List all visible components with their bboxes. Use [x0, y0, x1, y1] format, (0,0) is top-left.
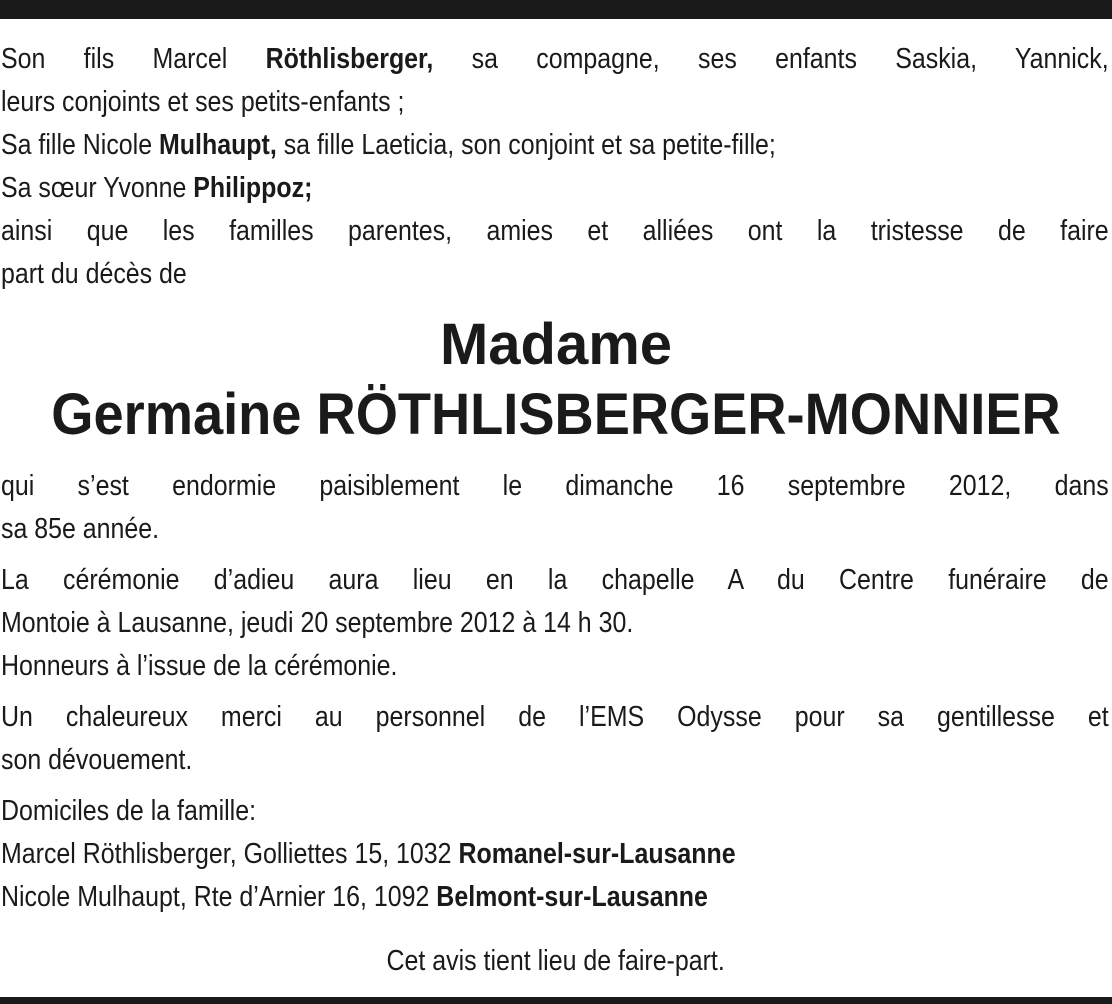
domicile-town-1: Romanel-sur-Lausanne	[458, 838, 736, 870]
intro-line-4-text: Sa sœur Yvonne	[1, 172, 194, 204]
intro-line-3-text: Sa fille Nicole	[1, 129, 160, 161]
intro-line-1	[1, 38, 1109, 81]
family-announcement	[1, 38, 1109, 296]
intro-line-4	[1, 167, 1109, 210]
domicile-address-1	[1, 833, 1109, 876]
intro-line-3-rest: sa fille Laeticia, son conjoint et sa petite-fille;	[276, 129, 776, 161]
domicile-address-1-text: Marcel Röthlisberger, Golliettes 15, 1032	[1, 838, 459, 870]
intro-line-6: part du décès de	[1, 258, 187, 290]
deceased-name: Germaine RÖTHLISBERGER-MONNIER	[51, 382, 1061, 447]
surname-philippoz: Philippoz;	[193, 172, 313, 204]
domiciles-heading: Domiciles de la famille:	[1, 795, 257, 827]
ceremony-line-1: La cérémonie d’adieu aura lieu en la chapelle A du Centre funéraire de	[1, 564, 1109, 596]
domicile-address-2-text: Nicole Mulhaupt, Rte d’Arnier 16, 1092	[1, 881, 437, 913]
domicile-address-2	[1, 876, 1109, 919]
footer-note	[0, 940, 1112, 983]
bottom-rule	[0, 997, 1112, 1004]
domiciles-paragraph	[1, 790, 1109, 919]
intro-line-3	[1, 124, 1109, 167]
domicile-town-2: Belmont-sur-Lausanne	[436, 881, 708, 913]
thanks-line-1: Un chaleureux merci au personnel de l’EMS Odysse pour sa gentillesse et	[1, 701, 1109, 733]
ceremony-line-2: Montoie à Lausanne, jeudi 20 septembre 2012 à 14 h 30.	[1, 607, 634, 639]
thanks-line-2: son dévouement.	[1, 744, 193, 776]
ceremony-line-3: Honneurs à l’issue de la cérémonie.	[1, 650, 398, 682]
intro-line-2: leurs conjoints et ses petits-enfants ;	[1, 86, 405, 118]
deceased-heading	[0, 310, 1112, 450]
deceased-title: Madame	[439, 312, 673, 377]
intro-line-1-rest: sa compagne, ses enfants Saskia, Yannick,	[433, 43, 1109, 75]
death-line-1: qui s’est endormie paisiblement le dimanche 16 septembre 2012, dans	[1, 470, 1109, 502]
intro-line-1-text: Son fils Marcel	[1, 43, 266, 75]
top-rule	[0, 0, 1112, 19]
surname-mulhaupt: Mulhaupt,	[159, 129, 277, 161]
death-line-2: sa 85e année.	[1, 513, 160, 545]
notice-details	[1, 465, 1109, 919]
intro-line-5: ainsi que les familles parentes, amies et alliées ont la tristesse de faire	[1, 215, 1109, 247]
ceremony-paragraph	[1, 559, 1109, 688]
thanks-paragraph	[1, 696, 1109, 782]
surname-rothlisberger: Röthlisberger,	[265, 43, 434, 75]
footer-text: Cet avis tient lieu de faire-part.	[386, 945, 726, 977]
